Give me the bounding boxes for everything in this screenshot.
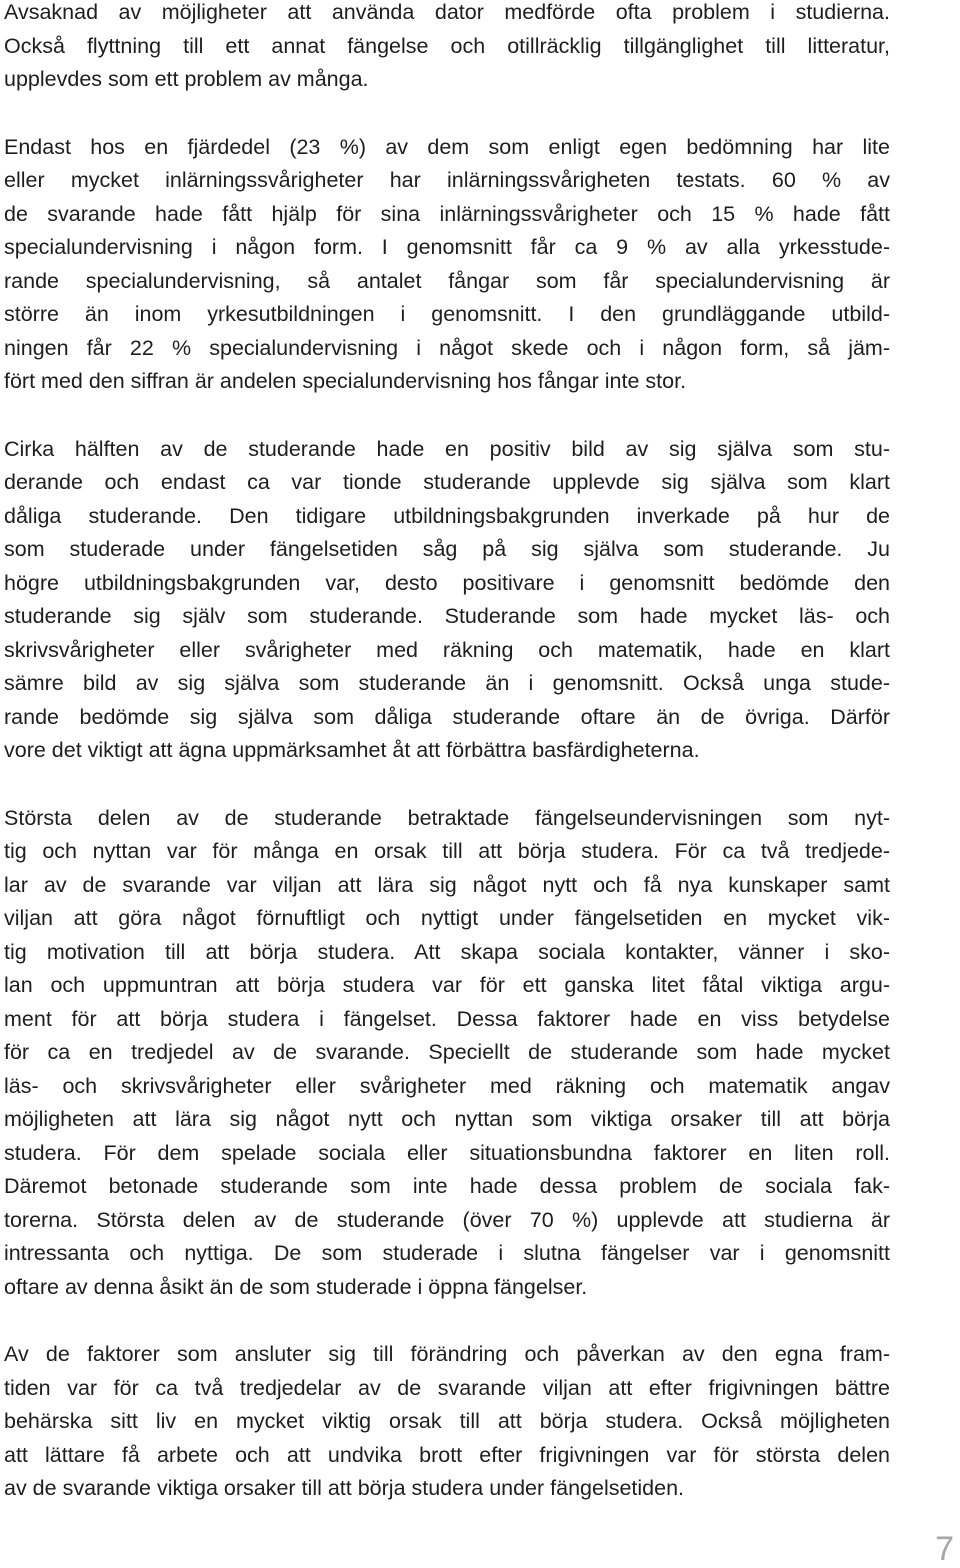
text-line: oftare av denna åsikt än de som studerade i öppna fängelser. bbox=[4, 1274, 588, 1299]
text-line: rande specialundervisning, så antalet fångar som får specialundervisning är bbox=[4, 268, 890, 293]
text-line: torerna. Största delen av de studerande (över 70 %) upplevde att studierna är bbox=[4, 1207, 890, 1232]
text-line: fört med den siffran är andelen specialundervisning hos fångar inte stor. bbox=[4, 369, 687, 393]
text-line: lan och uppmuntran att börja studera var för ett ganska litet fåtal viktiga argu- bbox=[4, 973, 890, 997]
text-line: läs- och skrivsvårigheter eller svårigheter med räkning och matematik angav bbox=[4, 1073, 890, 1098]
text-line: att lättare få arbete och att undvika brott efter frigivningen var för största delen bbox=[4, 1442, 890, 1467]
text-line: eller mycket inlärningssvårigheter har inlärningssvårigheten testats. 60 % av bbox=[4, 168, 890, 192]
text-line: för ca en tredjedel av de svarande. Speciellt de studerande som hade mycket bbox=[4, 1040, 890, 1064]
text-line: Av de faktorer som ansluter sig till förändring och påverkan av den egna fram- bbox=[4, 1342, 890, 1366]
text-line: möjligheten att lära sig något nytt och nyttan som viktiga orsaker till att börja bbox=[4, 1107, 890, 1131]
text-line: dåliga studerande. Den tidigare utbildningsbakgrunden inverkade på hur de bbox=[4, 503, 890, 528]
text-line: ment för att börja studera i fängelset. Dessa faktorer hade en viss betydelse bbox=[4, 1006, 890, 1031]
text-line: upplevdes som ett problem av många. bbox=[4, 67, 369, 91]
text-line: behärska sitt liv en mycket viktig orsak till att börja studera. Också möjligheten bbox=[4, 1409, 890, 1433]
text-line: skrivsvårigheter eller svårigheter med räkning och matematik, hade en klart bbox=[4, 637, 890, 662]
text-line: tig motivation till att börja studera. Att skapa sociala kontakter, vänner i sko- bbox=[4, 939, 890, 964]
text-line: som studerade under fängelsetiden såg på sig själva som studerande. Ju bbox=[4, 537, 890, 561]
paragraph bbox=[4, 1338, 890, 1506]
text-line: tig och nyttan var för många en orsak till att börja studera. För ca två tredjede- bbox=[4, 839, 890, 863]
page-body bbox=[4, 0, 890, 1540]
text-line: Största delen av de studerande betraktade fängelseundervisningen som nyt- bbox=[4, 805, 890, 830]
text-line: studerande sig själv som studerande. Studerande som hade mycket läs- och bbox=[4, 604, 890, 628]
paragraph bbox=[4, 0, 890, 97]
paragraph bbox=[4, 433, 890, 768]
text-line: derande och endast ca var tionde studerande upplevde sig själva som klart bbox=[4, 470, 890, 494]
text-line: lar av de svarande var viljan att lära sig något nytt och få nya kunskaper samt bbox=[4, 872, 890, 897]
text-line: specialundervisning i någon form. I genomsnitt får ca 9 % av alla yrkesstude- bbox=[4, 235, 890, 259]
text-line: tiden var för ca två tredjedelar av de svarande viljan att efter frigivningen bättre bbox=[4, 1375, 890, 1400]
text-line: intressanta och nyttiga. De som studerade i slutna fängelser var i genomsnitt bbox=[4, 1241, 890, 1265]
text-line: viljan att göra något förnuftligt och nyttigt under fängelsetiden en mycket vik- bbox=[4, 906, 890, 930]
text-line: Också flyttning till ett annat fängelse och otillräcklig tillgänglighet till litteratur, bbox=[4, 33, 890, 58]
page-number: 7 bbox=[935, 1530, 954, 1568]
text-line: de svarande hade fått hjälp för sina inlärningssvårigheter och 15 % hade fått bbox=[4, 201, 890, 226]
text-line: vore det viktigt att ägna uppmärksamhet åt att förbättra basfärdigheterna. bbox=[4, 738, 700, 762]
text-line: Däremot betonade studerande som inte hade dessa problem de sociala fak- bbox=[4, 1174, 890, 1198]
paragraph bbox=[4, 802, 890, 1305]
text-line: Avsaknad av möjligheter att använda dator medförde ofta problem i studierna. bbox=[4, 0, 890, 24]
text-line: högre utbildningsbakgrunden var, desto positivare i genomsnitt bedömde den bbox=[4, 570, 890, 595]
text-line: ningen får 22 % specialundervisning i något skede och i någon form, så jäm- bbox=[4, 335, 890, 360]
text-line: studera. För dem spelade sociala eller situationsbundna faktorer en liten roll. bbox=[4, 1140, 890, 1165]
text-line: Cirka hälften av de studerande hade en positiv bild av sig själva som stu- bbox=[4, 436, 890, 461]
text-line: större än inom yrkesutbildningen i genomsnitt. I den grundläggande utbild- bbox=[4, 302, 890, 326]
text-line: sämre bild av sig själva som studerande än i genomsnitt. Också unga stude- bbox=[4, 671, 890, 695]
text-line: Endast hos en fjärdedel (23 %) av dem som enligt egen bedömning har lite bbox=[4, 134, 890, 159]
text-line: av de svarande viktiga orsaker till att börja studera under fängelsetiden. bbox=[4, 1476, 685, 1500]
text-line: rande bedömde sig själva som dåliga studerande oftare än de övriga. Därför bbox=[4, 704, 890, 729]
paragraph bbox=[4, 131, 890, 399]
